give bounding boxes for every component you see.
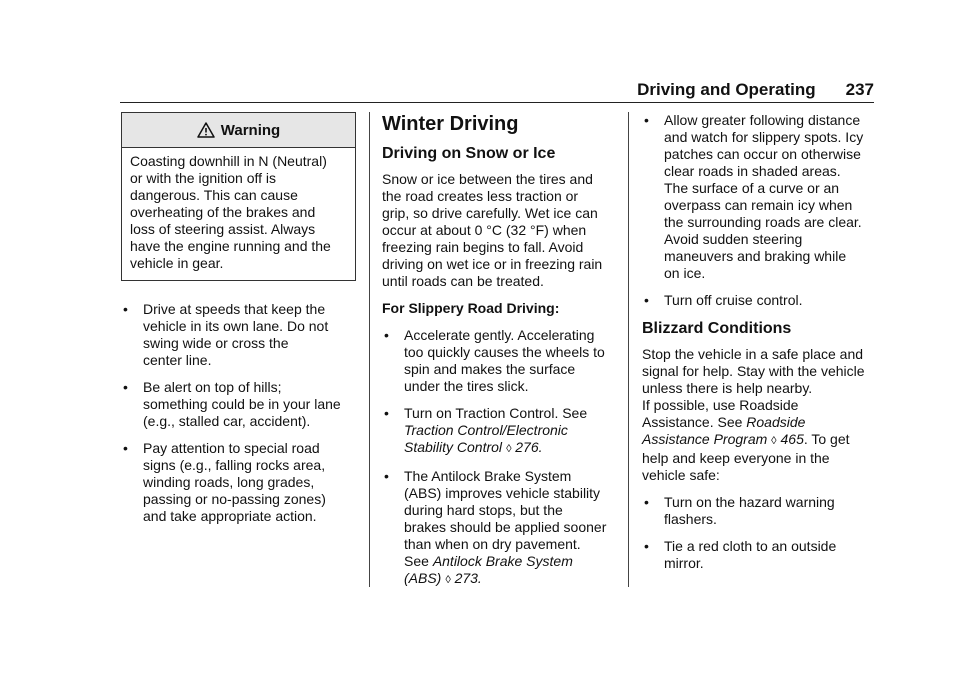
list-item-line: (ABS) improves vehicle stability [404,485,601,501]
paragraph-line: freezing rain begins to fall. Avoid [382,239,584,255]
list-item-line: (e.g., stalled car, accident). [143,413,311,429]
paragraph-line: the road creates less traction or [382,188,579,204]
list-item-line: patches can occur on otherwise [664,146,861,162]
warning-title: Warning [220,121,281,139]
list-item [642,292,874,309]
subsection-heading: Driving on Snow or Ice [382,145,556,162]
list-item-line: Accelerate gently. Accelerating [404,327,595,343]
bullet-marker: • [644,292,649,308]
list-item-line: under the tires slick. [404,378,529,394]
bullet-marker: • [644,494,649,510]
page-header [120,80,874,102]
warning-line: have the engine running and the [130,238,331,254]
list-item-line: flashers. [664,511,717,527]
list-item-line: Tie a red cloth to an outside [664,538,837,554]
list-item-line: and watch for slippery spots. Icy [664,129,864,145]
page-reference-icon: ◊ [505,443,512,455]
column-1 [121,110,356,535]
list-item-line: Turn on the hazard warning [664,494,835,510]
list-item-line: Turn off cruise control. [664,292,803,308]
column-2 [382,112,618,599]
list-item-line: Drive at speeds that keep the [143,301,326,317]
warning-line: dangerous. This can cause [130,187,298,203]
list-item-line: during hard stops, but the [404,502,563,518]
section-title: Driving and Operating [637,80,816,99]
cross-reference-link[interactable]: Assistance Program [642,431,768,447]
list-item-line: Be alert on top of hills; [143,379,282,395]
cross-reference-link[interactable]: Traction Control/Electronic [404,422,568,438]
page-number: 237 [845,80,874,99]
bullet-marker: • [123,301,128,317]
paragraph-line: help and keep everyone in the [642,450,830,466]
list-item-line: spin and makes the surface [404,361,576,377]
list-item [121,440,356,525]
list-item-line: mirror. [664,555,704,571]
list-item [642,112,874,282]
section-heading: Winter Driving [382,113,519,135]
list-item-line: maneuvers and braking while [664,248,847,264]
warning-text [122,148,355,280]
page-reference[interactable]: 273 [454,570,478,586]
warning-line: loss of steering assist. Always [130,221,316,237]
page-reference-icon: ◊ [445,574,451,586]
list-item-line: too quickly causes the wheels to [404,344,605,360]
list-item: • Turn on Traction Control. See Traction Control/Electronic Stability Control ◊ 276. [382,405,618,458]
list-item-line: Turn on Traction Control. See [404,405,588,421]
paragraph-line: until roads can be treated. [382,273,544,289]
paragraph-line: Snow or ice between the tires and [382,171,593,187]
list-item [642,494,874,528]
cross-reference-link[interactable]: Antilock Brake System [432,553,573,569]
cross-reference-link[interactable]: Roadside [746,414,806,430]
bullet-marker: • [123,379,128,395]
list-item-text: See [404,553,429,569]
paragraph [382,171,618,290]
list-item-line: Pay attention to special road [143,440,320,456]
warning-line: or with the ignition off is [130,170,277,186]
paragraph-line: unless there is help nearby. [642,380,813,396]
cross-reference-link[interactable]: Stability Control [404,439,503,455]
column-divider-2 [628,112,629,587]
list-item: • The Antilock Brake System (ABS) improves vehicle stability during hard stops, but the brakes should be applied sooner than when on dry pavement. See Antilock Brake System (ABS) ◊ 273. [382,468,618,589]
warning-icon [197,122,215,138]
list-item [642,538,874,572]
subsection-heading: Blizzard Conditions [642,320,792,337]
list-item-line: something could be in your lane [143,396,341,412]
run-in-heading: For Slippery Road Driving: [382,300,560,316]
list-item [382,327,618,395]
list-item-line: passing or no-passing zones) [143,491,326,507]
paragraph-line: driving on wet ice or in freezing rain [382,256,603,272]
paragraph-line: Stop the vehicle in a safe place and [642,346,864,362]
header-divider [120,102,874,103]
bullet-marker: • [384,405,389,421]
paragraph-text: Assistance. See [642,414,743,430]
list-item [121,301,356,369]
list-item-line: Avoid sudden steering [664,231,803,247]
list-item-line: clear roads in shaded areas. [664,163,841,179]
page-reference[interactable]: 465 [780,431,804,447]
list-item-line: and take appropriate action. [143,508,317,524]
paragraph-line: grip, so drive carefully. Wet ice can [382,205,598,221]
list-item-line: The surface of a curve or an [664,180,840,196]
list-item-line: on ice. [664,265,706,281]
list-item-line: swing wide or cross the [143,335,289,351]
bullet-marker: • [123,440,128,456]
list-item [121,379,356,430]
list-item-line: than when on dry pavement. [404,536,581,552]
paragraph-text: . To get [803,431,850,447]
bullet-marker: • [644,112,649,128]
list-item-line: signs (e.g., falling rocks area, [143,457,326,473]
list-item-line: brakes should be applied sooner [404,519,607,535]
warning-line: Coasting downhill in N (Neutral) [130,153,327,169]
warning-line: vehicle in gear. [130,255,224,271]
paragraph-line: occur at about 0 °C (32 °F) when [382,222,587,238]
page-reference-icon: ◊ [771,435,777,447]
driving-tips-list [121,301,356,525]
list-item-line: The Antilock Brake System [404,468,572,484]
paragraph [642,346,874,484]
warning-box [121,112,356,281]
warning-line: overheating of the brakes and [130,204,316,220]
paragraph-line: signal for help. Stay with the vehicle [642,363,865,379]
paragraph-line: vehicle safe: [642,467,720,483]
list-item-line: vehicle in its own lane. Do not [143,318,329,334]
warning-header [122,113,355,148]
column-divider-1 [369,112,370,587]
paragraph-line: If possible, use Roadside [642,397,799,413]
bullet-marker: • [384,468,389,484]
bullet-marker: • [384,327,389,343]
bullet-marker: • [644,538,649,554]
list-item-line: Allow greater following distance [664,112,861,128]
list-item-line: winding roads, long grades, [143,474,315,490]
column-3 [642,112,874,582]
list-item-line: the surrounding roads are clear. [664,214,862,230]
list-item-line: center line. [143,352,212,368]
page-reference[interactable]: 276 [515,439,539,455]
cross-reference-link[interactable]: (ABS) [404,570,442,586]
list-item-line: overpass can remain icy when [664,197,853,213]
